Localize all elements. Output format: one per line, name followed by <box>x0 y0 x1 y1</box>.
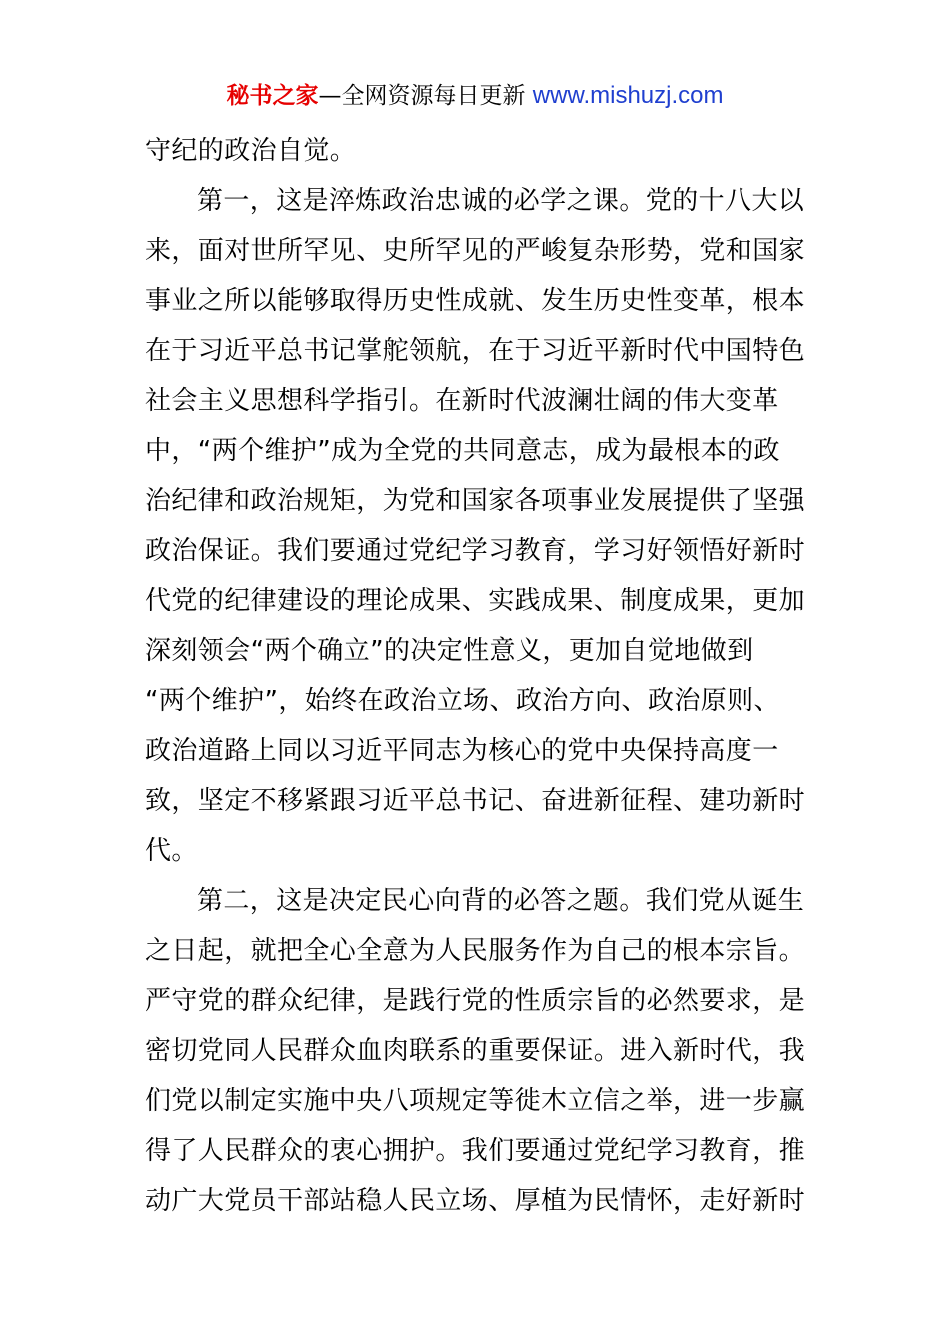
text-line: 中，“两个维护”成为全党的共同意志，成为最根本的政 <box>145 436 780 466</box>
text-line: 代。 <box>145 836 198 866</box>
site-header <box>0 80 950 112</box>
site-brand: 秘书之家 <box>226 83 319 109</box>
text-line: 致，坚定不移紧跟习近平总书记、奋进新征程、建功新时 <box>145 786 806 816</box>
document-body <box>145 126 815 1226</box>
text-line: 政治保证。我们要通过党纪学习教育，学习好领悟好新时 <box>145 536 806 566</box>
text-line: 来，面对世所罕见、史所罕见的严峻复杂形势，党和国家 <box>145 236 806 266</box>
text-line: 治纪律和政治规矩，为党和国家各项事业发展提供了坚强 <box>145 486 806 516</box>
text-line: 密切党同人民群众血肉联系的重要保证。进入新时代，我 <box>145 1036 806 1066</box>
site-tagline: —全网资源每日更新 <box>318 83 533 109</box>
text-line: 严守党的群众纪律，是践行党的性质宗旨的必然要求，是 <box>145 986 806 1016</box>
site-url-link[interactable]: www.mishuzj.com <box>532 82 724 109</box>
paragraph-first-line: 第一，这是淬炼政治忠诚的必学之课。党的十八大以 <box>197 186 805 216</box>
text-line: 动广大党员干部站稳人民立场、厚植为民情怀，走好新时 <box>145 1186 806 1216</box>
text-line: 得了人民群众的衷心拥护。我们要通过党纪学习教育，推 <box>145 1136 806 1166</box>
paragraph-first-line: 第二，这是决定民心向背的必答之题。我们党从诞生 <box>197 886 805 916</box>
text-line: 代党的纪律建设的理论成果、实践成果、制度成果，更加 <box>145 586 806 616</box>
text-line: 社会主义思想科学指引。在新时代波澜壮阔的伟大变革 <box>145 386 779 416</box>
text-line: 们党以制定实施中央八项规定等徙木立信之举，进一步赢 <box>145 1086 806 1116</box>
text-line: 政治道路上同以习近平同志为核心的党中央保持高度一 <box>145 736 779 766</box>
text-line: “两个维护”，始终在政治立场、政治方向、政治原则、 <box>145 686 780 716</box>
text-line: 守纪的政治自觉。 <box>145 136 357 166</box>
text-line: 在于习近平总书记掌舵领航，在于习近平新时代中国特色 <box>145 336 806 366</box>
text-line: 事业之所以能够取得历史性成就、发生历史性变革，根本 <box>145 286 806 316</box>
text-line: 深刻领会“两个确立”的决定性意义，更加自觉地做到 <box>145 636 754 666</box>
text-line: 之日起，就把全心全意为人民服务作为自己的根本宗旨。 <box>145 936 806 966</box>
